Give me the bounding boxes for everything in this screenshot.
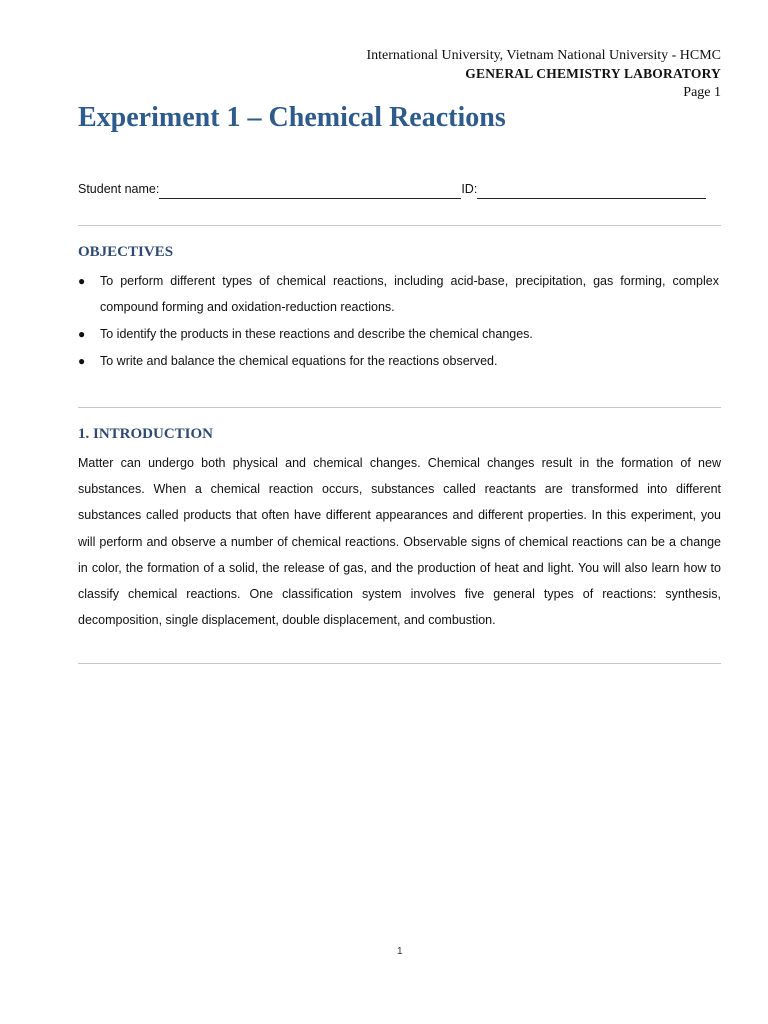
- objective-item: [78, 268, 719, 320]
- header-lab-name: GENERAL CHEMISTRY LABORATORY: [465, 66, 721, 81]
- objective-text: To write and balance the chemical equations for the reactions observed.: [100, 354, 498, 368]
- objectives-heading: OBJECTIVES: [78, 244, 174, 260]
- student-id-field[interactable]: [477, 182, 706, 199]
- objective-item: [78, 348, 719, 374]
- header-institution: International University, Vietnam National University - HCMC: [366, 48, 721, 63]
- introduction-heading: 1. INTRODUCTION: [78, 426, 214, 442]
- student-info-row: [78, 179, 718, 199]
- objective-item: [78, 321, 719, 347]
- divider-top: [78, 225, 721, 226]
- document-title: Experiment 1 – Chemical Reactions: [78, 102, 506, 133]
- divider-objectives: [78, 407, 721, 408]
- header-page-label: Page 1: [683, 85, 721, 100]
- student-name-label: Student name:: [78, 182, 160, 196]
- divider-introduction: [78, 663, 721, 664]
- introduction-paragraph: Matter can undergo both physical and chemical changes. Chemical changes result in the formation of new substances. When a chemical reaction occurs, substances called reactants are transformed into different substances called products that often have different appearances and different properties. In this experiment, you will perform and observe a number of chemical reactions. Observable signs of chemical reactions can be a change in color, the formation of a solid, the release of gas, and the production of heat and light. You will also learn how to classify chemical reactions. One classification system involves five general types of reactions: synthesis, decomposition, single displacement, double displacement, and combustion.: [78, 456, 721, 628]
- bullet-icon: ●: [78, 354, 86, 368]
- objectives-list: [78, 268, 719, 375]
- student-name-field[interactable]: [159, 182, 461, 199]
- bullet-icon: ●: [78, 327, 86, 341]
- page-header: [366, 47, 721, 102]
- objective-text: To identify the products in these reactions and describe the chemical changes.: [100, 327, 533, 341]
- student-id-label: ID:: [461, 182, 478, 196]
- footer-page-number: 1: [397, 946, 403, 957]
- bullet-icon: ●: [78, 274, 86, 288]
- objective-text: To perform different types of chemical reactions, including acid-base, precipitation, gas forming, complex compound forming and oxidation-reduction reactions.: [100, 274, 719, 314]
